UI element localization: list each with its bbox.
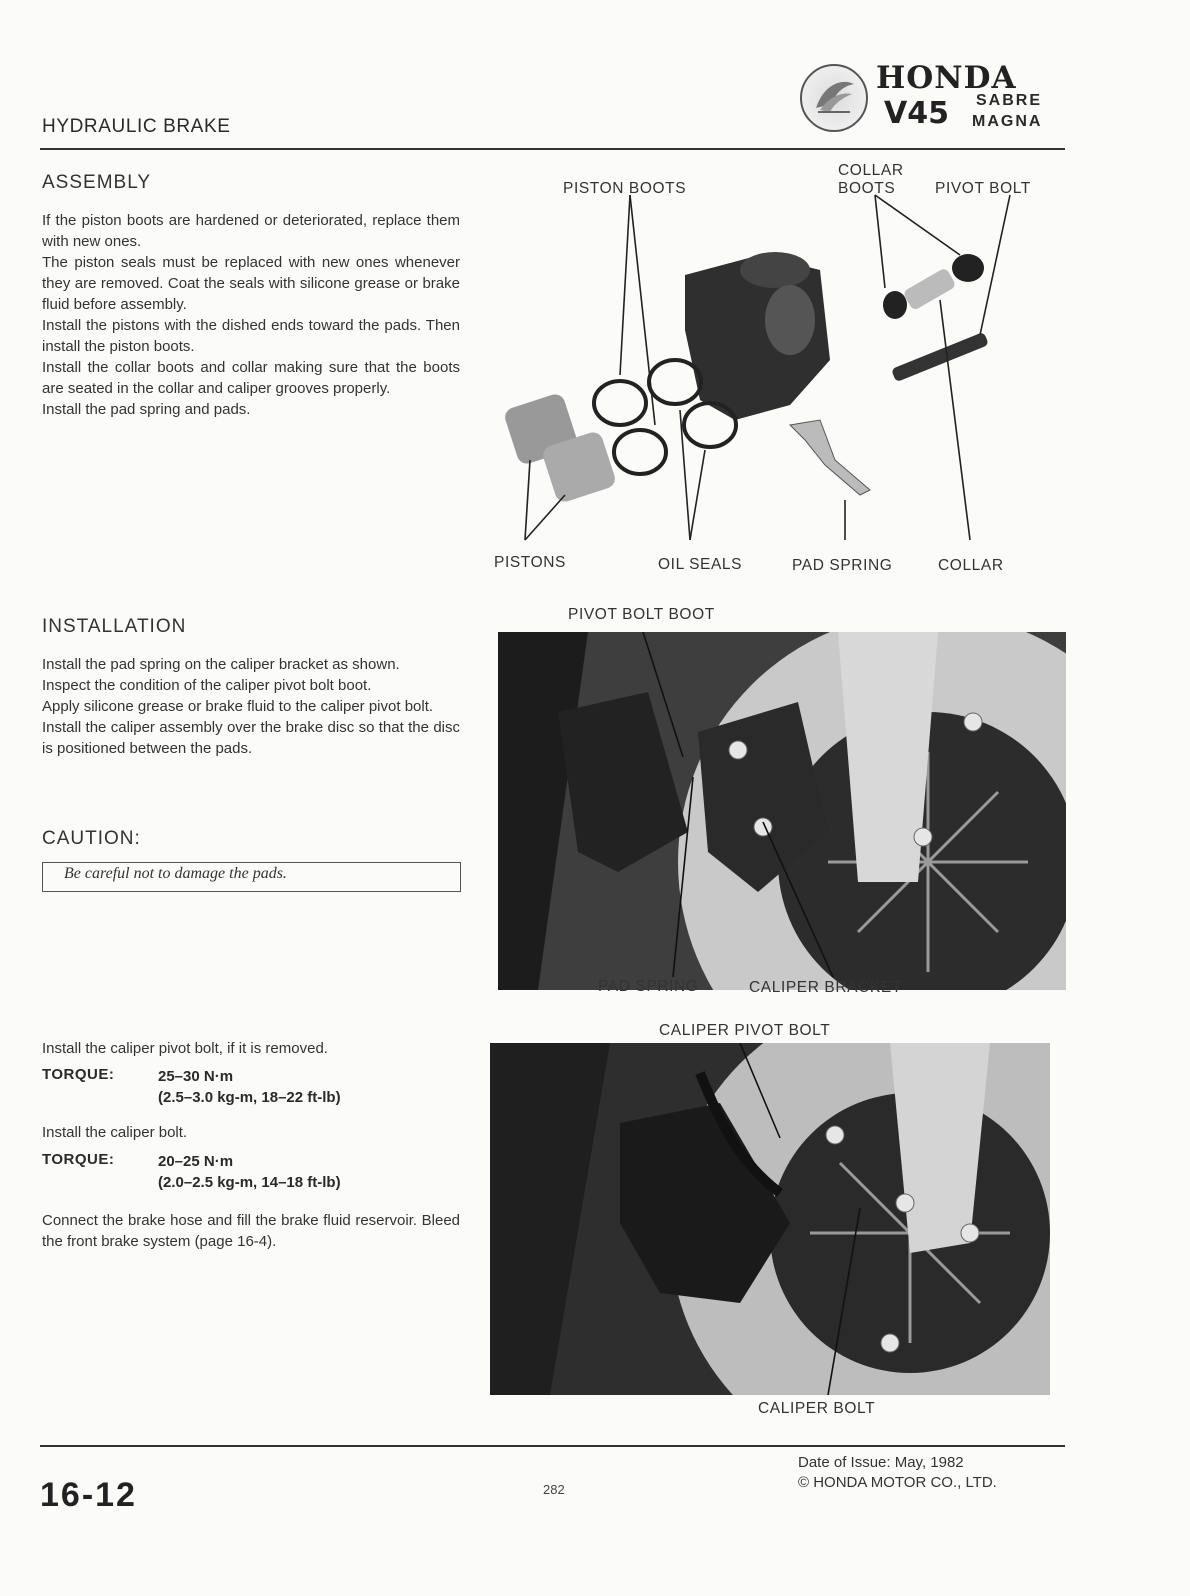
step-bleed-brake: Connect the brake hose and fill the brake fluid reservoir. Bleed the front brake system (page 16-4). (42, 1212, 460, 1250)
torque-value-pivot-alt: (2.5–3.0 kg-m, 18–22 ft-lb) (158, 1089, 341, 1106)
label-pad-spring: PAD SPRING (792, 557, 893, 574)
footer-rule (40, 1445, 1065, 1447)
page-number: 16-12 (40, 1476, 137, 1514)
assembly-paragraph: The piston seals must be replaced with new ones whenever they are removed. Coat the seals with silicone grease or brake fluid before assembly. (42, 254, 460, 313)
installation-paragraph: Apply silicone grease or brake fluid to the caliper pivot bolt. (42, 698, 434, 715)
label-pivot-bolt-boot: PIVOT BOLT BOOT (568, 606, 715, 623)
label-oil-seals: OIL SEALS (658, 556, 743, 573)
label-collar-part: COLLAR (938, 557, 1004, 574)
installation-paragraph: Install the pad spring on the caliper bracket as shown. (42, 656, 400, 673)
label-pad-spring-install: PAD SPRING (598, 978, 699, 995)
assembly-heading: ASSEMBLY (42, 172, 152, 193)
logo-model: V45 (884, 96, 949, 131)
assembly-text (42, 210, 460, 420)
label-pivot-bolt: PIVOT BOLT (935, 180, 1031, 197)
section-title: HYDRAULIC BRAKE (42, 116, 231, 137)
torque-label: TORQUE: (42, 1066, 115, 1083)
torque-value-caliper-alt: (2.0–2.5 kg-m, 14–18 ft-lb) (158, 1174, 341, 1191)
installation-paragraph: Inspect the condition of the caliper pivot bolt boot. (42, 677, 372, 694)
logo-brand: HONDA (876, 60, 1017, 96)
label-caliper-bolt: CALIPER BOLT (758, 1400, 876, 1417)
assembly-paragraph: Install the pad spring and pads. (42, 401, 251, 418)
header-rule (40, 148, 1065, 150)
label-caliper-bracket: CALIPER BRACKET (749, 979, 902, 996)
label-pistons: PISTONS (494, 554, 566, 571)
issue-date: Date of Issue: May, 1982 (798, 1454, 964, 1471)
caution-heading: CAUTION: (42, 828, 141, 849)
label-boots: BOOTS (838, 180, 896, 197)
installation-heading: INSTALLATION (42, 616, 187, 637)
step-caliper-bolt: Install the caliper bolt. (42, 1124, 188, 1141)
step-pivot-bolt: Install the caliper pivot bolt, if it is removed. (42, 1040, 328, 1057)
torque-value-caliper: 20–25 N·m (158, 1153, 234, 1170)
caliper-exploded-diagram (490, 160, 1060, 580)
caution-text: Be careful not to damage the pads. (64, 865, 287, 882)
torque-value-pivot: 25–30 N·m (158, 1068, 234, 1085)
caliper-installation-photo (498, 632, 1066, 990)
assembly-paragraph: Install the collar boots and collar making sure that the boots are seated in the collar and caliper grooves properly. (42, 359, 460, 397)
logo-line-magna: MAGNA (972, 113, 1043, 130)
torque-label: TORQUE: (42, 1151, 115, 1168)
honda-wing-logo-icon (800, 64, 868, 132)
assembly-paragraph: If the piston boots are hardened or deteriorated, replace them with new ones. (42, 212, 460, 250)
label-collar: COLLAR (838, 162, 904, 179)
label-piston-boots: PISTON BOOTS (563, 180, 687, 197)
scan-page-number: 282 (543, 1482, 565, 1497)
label-caliper-pivot-bolt: CALIPER PIVOT BOLT (659, 1022, 831, 1039)
assembly-paragraph: Install the pistons with the dished ends toward the pads. Then install the piston boots. (42, 317, 460, 355)
installation-text (42, 654, 460, 759)
caliper-bolt-photo (490, 1043, 1050, 1395)
installation-paragraph: Install the caliper assembly over the brake disc so that the disc is positioned between the pads. (42, 719, 460, 757)
copyright: © HONDA MOTOR CO., LTD. (798, 1474, 997, 1491)
logo-line-sabre: SABRE (976, 92, 1043, 109)
